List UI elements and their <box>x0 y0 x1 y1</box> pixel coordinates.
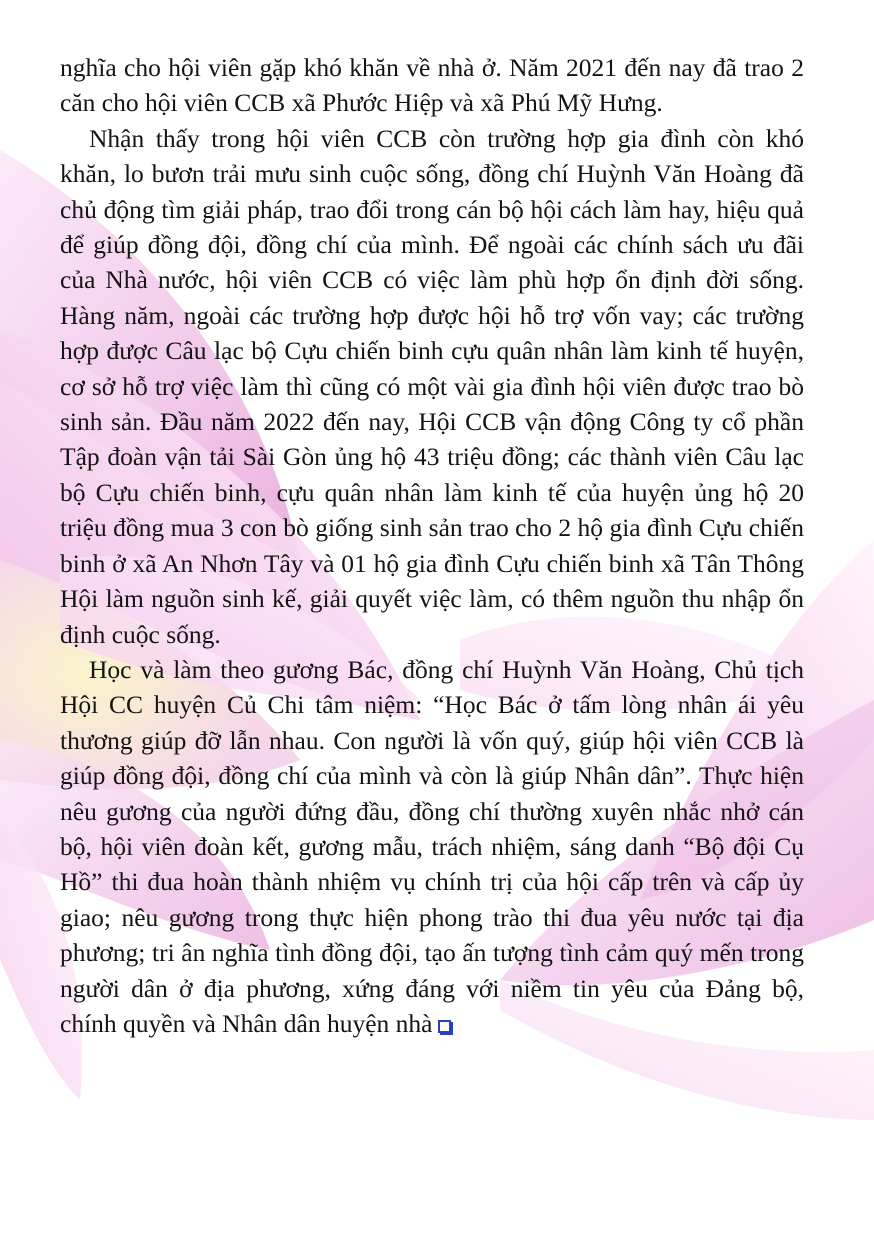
paragraph-3-text: Học và làm theo gương Bác, đồng chí Huỳnh Văn Hoàng, Chủ tịch Hội CC huyện Củ Chi tâm niệm: “Học Bác ở tấm lòng nhân ái yêu thương giúp đỡ lẫn nhau. Con người là vốn quý, giúp hội viên CCB là giúp đồng đội, đồng chí của mình và còn là giúp Nhân dân”. Thực hiện nêu gương của người đứng đầu, đồng chí thường xuyên nhắc nhở cán bộ, hội viên đoàn kết, gương mẫu, trách nhiệm, sáng danh “Bộ đội Cụ Hồ” thi đua hoàn thành nhiệm vụ chính trị của hội cấp trên và cấp ủy giao; nêu gương trong thực hiện phong trào thi đua yêu nước tại địa phương; tri ân nghĩa tình đồng đội, tạo ấn tượng tình cảm quý mến trong người dân ở địa phương, xứng đáng với niềm tin yêu của Đảng bộ, chính quyền và Nhân dân huyện nhà <box>60 654 804 1038</box>
paragraph-3 <box>60 652 804 1041</box>
end-mark-icon <box>438 1020 451 1033</box>
paragraph-1: nghĩa cho hội viên gặp khó khăn về nhà ở. Năm 2021 đến nay đã trao 2 căn cho hội viên CCB xã Phước Hiệp và xã Phú Mỹ Hưng. <box>60 53 804 118</box>
paragraph-2: Nhận thấy trong hội viên CCB còn trường hợp gia đình còn khó khăn, lo bươn trải mưu sinh cuộc sống, đồng chí Huỳnh Văn Hoàng đã chủ động tìm giải pháp, trao đổi trong cán bộ hội cách làm hay, hiệu quả để giúp đồng đội, đồng chí của mình. Để ngoài các chính sách ưu đãi của Nhà nước, hội viên CCB có việc làm phù hợp ổn định đời sống. Hàng năm, ngoài các trường hợp được hội hỗ trợ vốn vay; các trường hợp được Câu lạc bộ Cựu chiến binh cựu quân nhân làm kinh tế huyện, cơ sở hỗ trợ việc làm thì cũng có một vài gia đình hội viên được trao bò sinh sản. Đầu năm 2022 đến nay, Hội CCB vận động Công ty cổ phần Tập đoàn vận tải Sài Gòn ủng hộ 43 triệu đồng; các thành viên Câu lạc bộ Cựu chiến binh, cựu quân nhân làm kinh tế của huyện ủng hộ 20 triệu đồng mua 3 con bò giống sinh sản trao cho 2 hộ gia đình Cựu chiến binh ở xã An Nhơn Tây và 01 hộ gia đình Cựu chiến binh xã Tân Thông Hội làm nguồn sinh kế, giải quyết việc làm, có thêm nguồn thu nhập ổn định cuộc sống. <box>60 123 804 649</box>
document-body <box>60 50 804 1041</box>
